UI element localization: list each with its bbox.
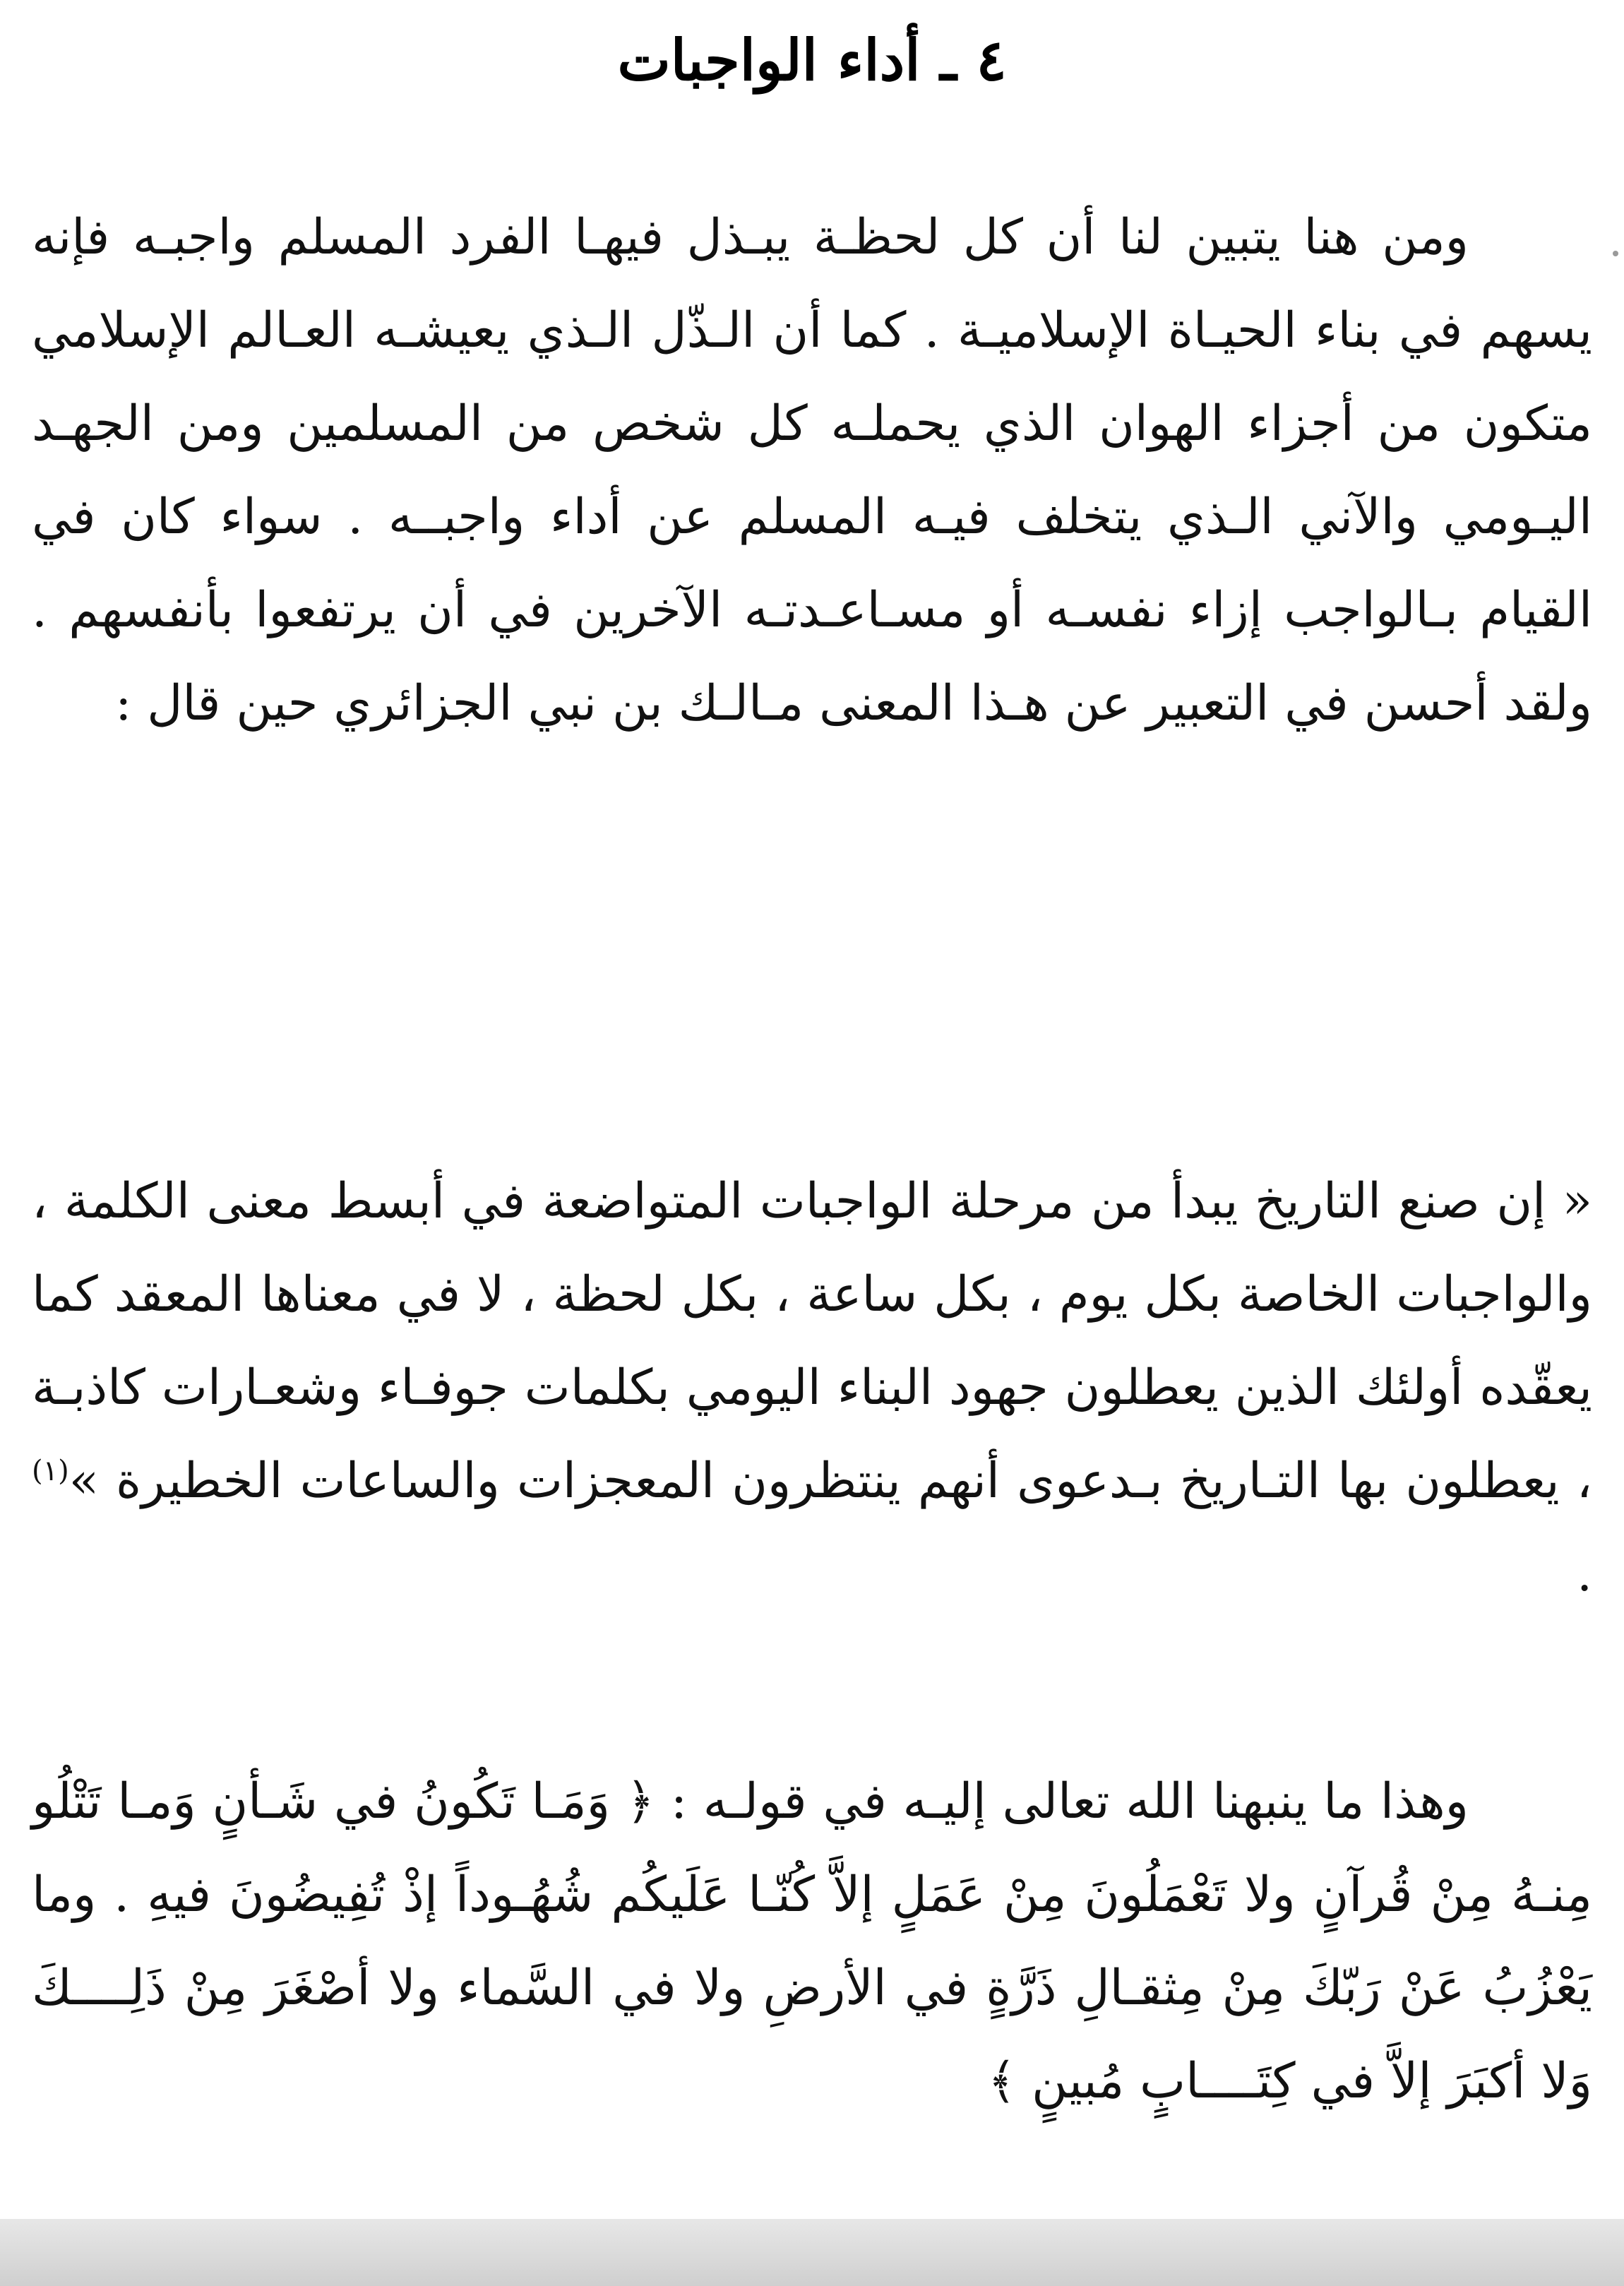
section-heading: ٤ ـ أداء الواجبات: [617, 27, 1007, 93]
margin-mark: [1613, 251, 1618, 256]
footnote-marker: (١): [32, 1455, 69, 1487]
quote-end: .: [1577, 1546, 1592, 1602]
quote-text: « إن صنع التاريخ يبدأ من مرحلة الواجبات المتواضعة في أبسط معنى الكلمة ، والواجبات الخاصة بكل يوم ، بكل ساعة ، بكل لحظة ، لا في معناها المعقد كما يعقّده أولئك الذين يعطلون جهود البناء اليومي بكلمات جوفـاء وشعـارات كاذبـة ، يعطلون بها التـاريخ بـدعوى أنهم ينتظرون المعجزات والساعات الخطيرة »: [32, 1173, 1592, 1509]
bottom-shadow: [0, 2219, 1624, 2286]
paragraph-verse: وهذا ما ينبهنا الله تعالى إليـه في قولـه : ﴿ وَمَـا تَكُونُ في شَـأنٍ وَمـا تَتْلُو مِنـهُ مِنْ قُرآنٍ ولا تَعْمَلُونَ مِنْ عَمَلٍ إلاَّ كُنّـا عَلَيكُم شُهُـوداً إذْ تُفِيضُونَ فيهِ . وما يَعْزُبُ عَنْ رَبّكَ مِنْ مِثقـالِ ذَرَّةٍ في الأرضِ ولا في السَّماء ولا أصْغَرَ مِنْ ذَلِــــكَ وَلا أكبَرَ إلاَّ في كِتَــــابٍ مُبينٍ ﴾: [32, 1773, 1592, 2109]
paragraph-intro: ومن هنا يتبين لنا أن كل لحظـة يبـذل فيهـا الفرد المسلم واجبـه فإنه يسهم في بناء الحيـاة الإسلاميـة . كما أن الـذّل الـذي يعيشـه العـالم الإسلامي متكون من أجزاء الهوان الذي يحملـه كل شخص من المسلمين ومن الجهـد اليـومي والآني الـذي يتخلف فيـه المسلم عن أداء واجبــه . سواء كان في القيام بـالواجب إزاء نفسـه أو مسـاعـدتـه الآخرين في أن يرتفعوا بأنفسهم . ولقد أحسن في التعبير عن هـذا المعنى مـالـك بن نبي الجزائري حين قال :: [32, 209, 1592, 732]
paragraph-quote: [32, 1155, 1592, 1621]
